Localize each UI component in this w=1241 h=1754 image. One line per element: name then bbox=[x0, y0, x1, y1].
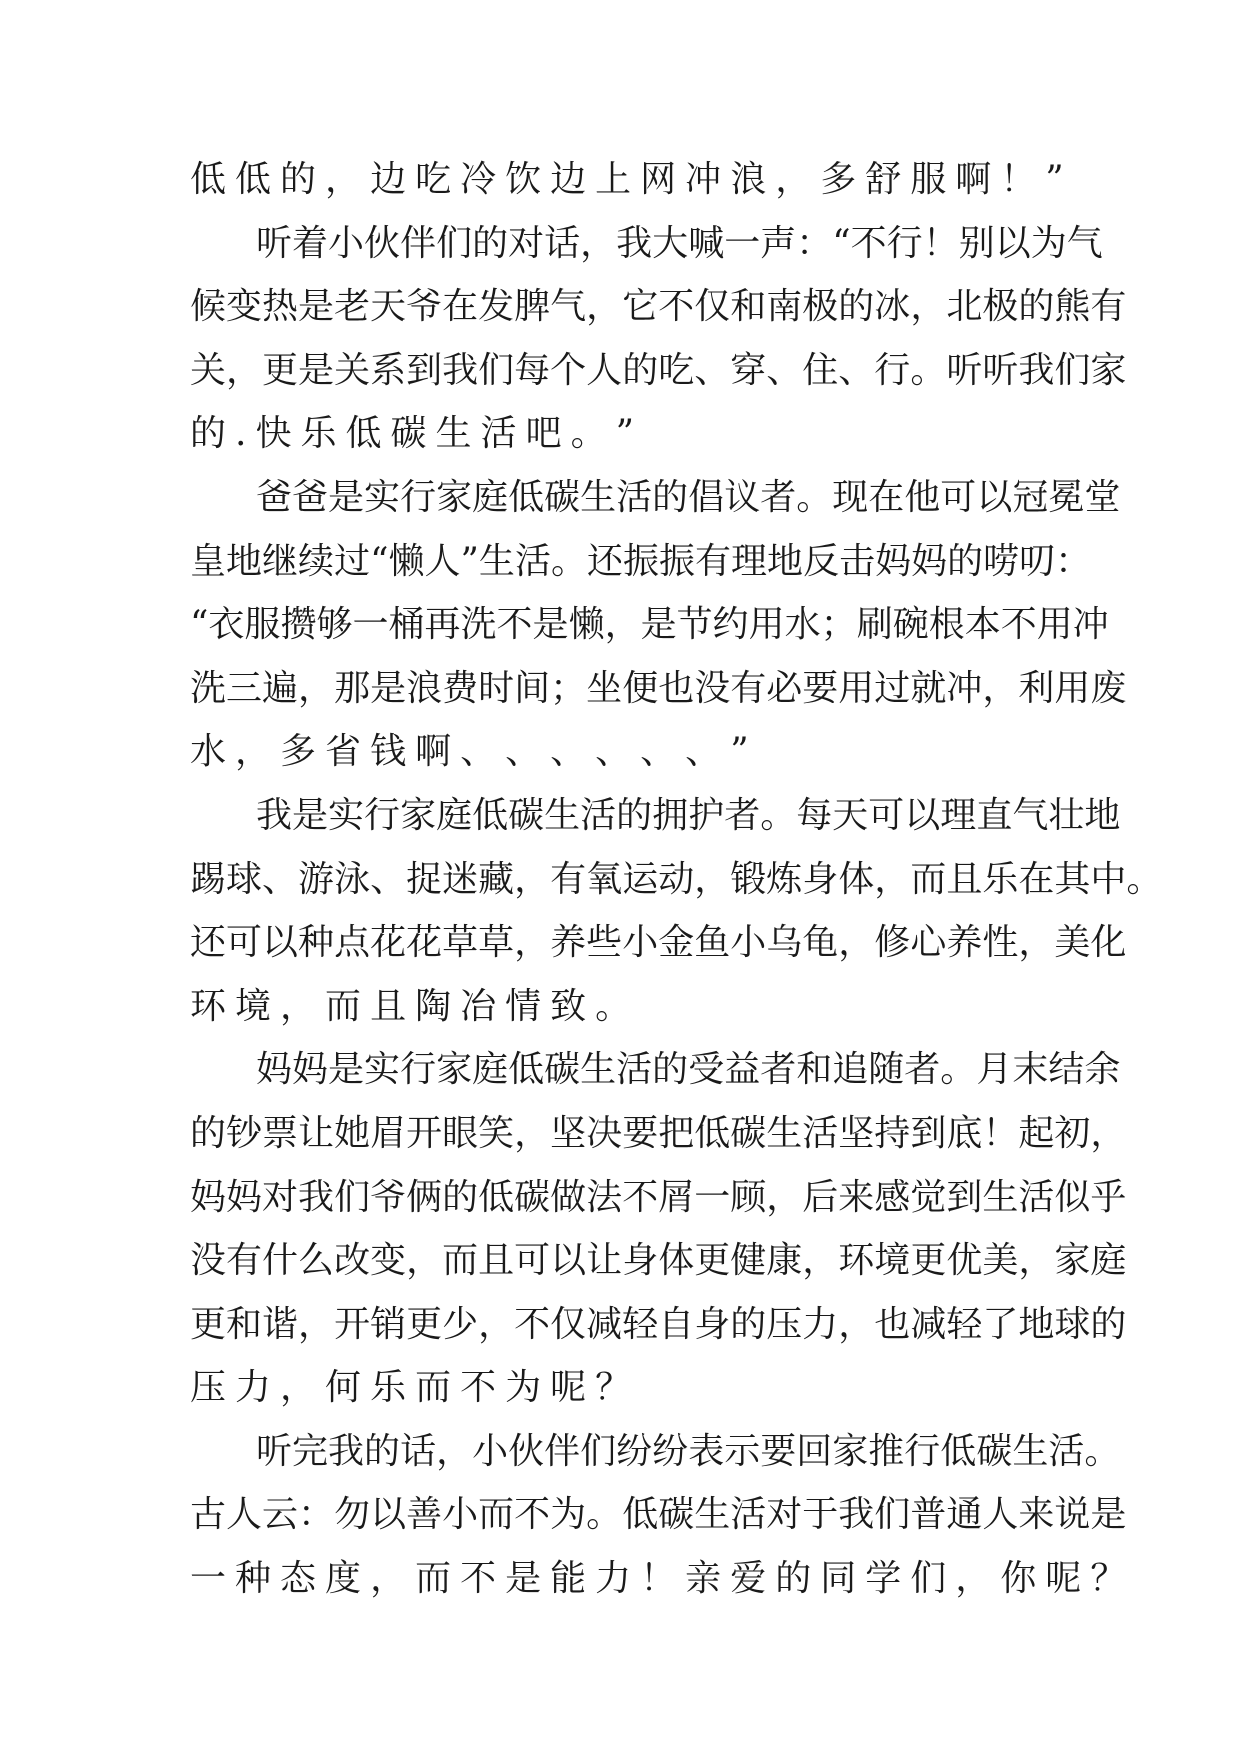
text-line: 环 境 ， 而 且 陶 冶 情 致 。 bbox=[190, 985, 632, 1027]
text-line: 还 可 以 种 点 花 花 草 草 ， 养 些 小 金 鱼 小 乌 龟 ， 修 心 养 性 ， 美 化 bbox=[190, 922, 1127, 964]
text-line: 更 和 谐 ， 开 销 更 少 ， 不 仅 减 轻 自 身 的 压 力 ， 也 减 轻 了 地 球 的 bbox=[190, 1303, 1127, 1345]
text-line: 洗 三 遍 ， 那 是 浪 费 时 间 ； 坐 便 也 没 有 必 要 用 过 就 冲 ， 利 用 废 bbox=[190, 667, 1127, 709]
text-line: 妈 妈 是 实 行 家 庭 低 碳 生 活 的 受 益 者 和 追 随 者 。 月 末 结 余 bbox=[256, 1049, 1121, 1091]
text-line: 候 变 热 是 老 天 爷 在 发 脾 气 ， 它 不 仅 和 南 极 的 冰 ， 北 极 的 熊 有 bbox=[190, 286, 1127, 328]
text-line: 低 低 的 ， 边 吃 冷 饮 边 上 网 冲 浪 ， 多 舒 服 啊 ！ ” bbox=[190, 159, 1064, 200]
text-line: 的 钞 票 让 她 眉 开 眼 笑 ， 坚 决 要 把 低 碳 生 活 坚 持 到 底 ！ 起 初 ， bbox=[190, 1112, 1127, 1154]
text-line: 古 人 云 ： 勿 以 善 小 而 不 为 。 低 碳 生 活 对 于 我 们 普 通 人 来 说 是 bbox=[190, 1494, 1127, 1536]
article-body bbox=[190, 148, 1163, 1611]
text-line: 我 是 实 行 家 庭 低 碳 生 活 的 拥 护 者 。 每 天 可 以 理 直 气 壮 地 bbox=[256, 794, 1121, 836]
text-line: 踢 球 、 游 泳 、 捉 迷 藏 ， 有 氧 运 动 ， 锻 炼 身 体 ， 而 且 乐 在 其 中 。 bbox=[190, 858, 1163, 900]
text-line: 水 ， 多 省 钱 啊 、 、 、 、 、 、 ” bbox=[190, 731, 749, 773]
text-line: 妈 妈 对 我 们 爷 俩 的 低 碳 做 法 不 屑 一 顾 ， 后 来 感 觉 到 生 活 似 乎 bbox=[190, 1176, 1127, 1218]
text-line: 皇 地 继 续 过 “ 懒 人 ” 生 活 。 还 振 振 有 理 地 反 击 妈 妈 的 唠 叨 ： bbox=[190, 540, 1092, 582]
text-line: “ 衣 服 攒 够 一 桶 再 洗 不 是 懒 ， 是 节 约 用 水 ； 刷 碗 根 本 不 用 冲 bbox=[190, 604, 1109, 646]
text-line: 一 种 态 度 ， 而 不 是 能 力 ！ 亲 爱 的 同 学 们 ， 你 呢 ？ bbox=[190, 1558, 1127, 1600]
text-line: 的 . 快 乐 低 碳 生 活 吧 。 ” bbox=[190, 413, 634, 455]
text-line: 没 有 什 么 改 变 ， 而 且 可 以 让 身 体 更 健 康 ， 环 境 更 优 美 ， 家 庭 bbox=[190, 1240, 1127, 1282]
text-line: 听 完 我 的 话 ， 小 伙 伴 们 纷 纷 表 示 要 回 家 推 行 低 碳 生 活 。 bbox=[256, 1430, 1121, 1472]
text-line: 听 着 小 伙 伴 们 的 对 话 ， 我 大 喊 一 声 ： “ 不 行 ！ 别 以 为 气 bbox=[256, 222, 1103, 264]
text-line: 关 ， 更 是 关 系 到 我 们 每 个 人 的 吃 、 穿 、 住 、 行 。 听 听 我 们 家 bbox=[190, 349, 1127, 391]
text-line: 压 力 ， 何 乐 而 不 为 呢 ？ bbox=[190, 1367, 632, 1409]
text-line: 爸 爸 是 实 行 家 庭 低 碳 生 活 的 倡 议 者 。 现 在 他 可 以 冠 冕 堂 bbox=[256, 476, 1121, 518]
